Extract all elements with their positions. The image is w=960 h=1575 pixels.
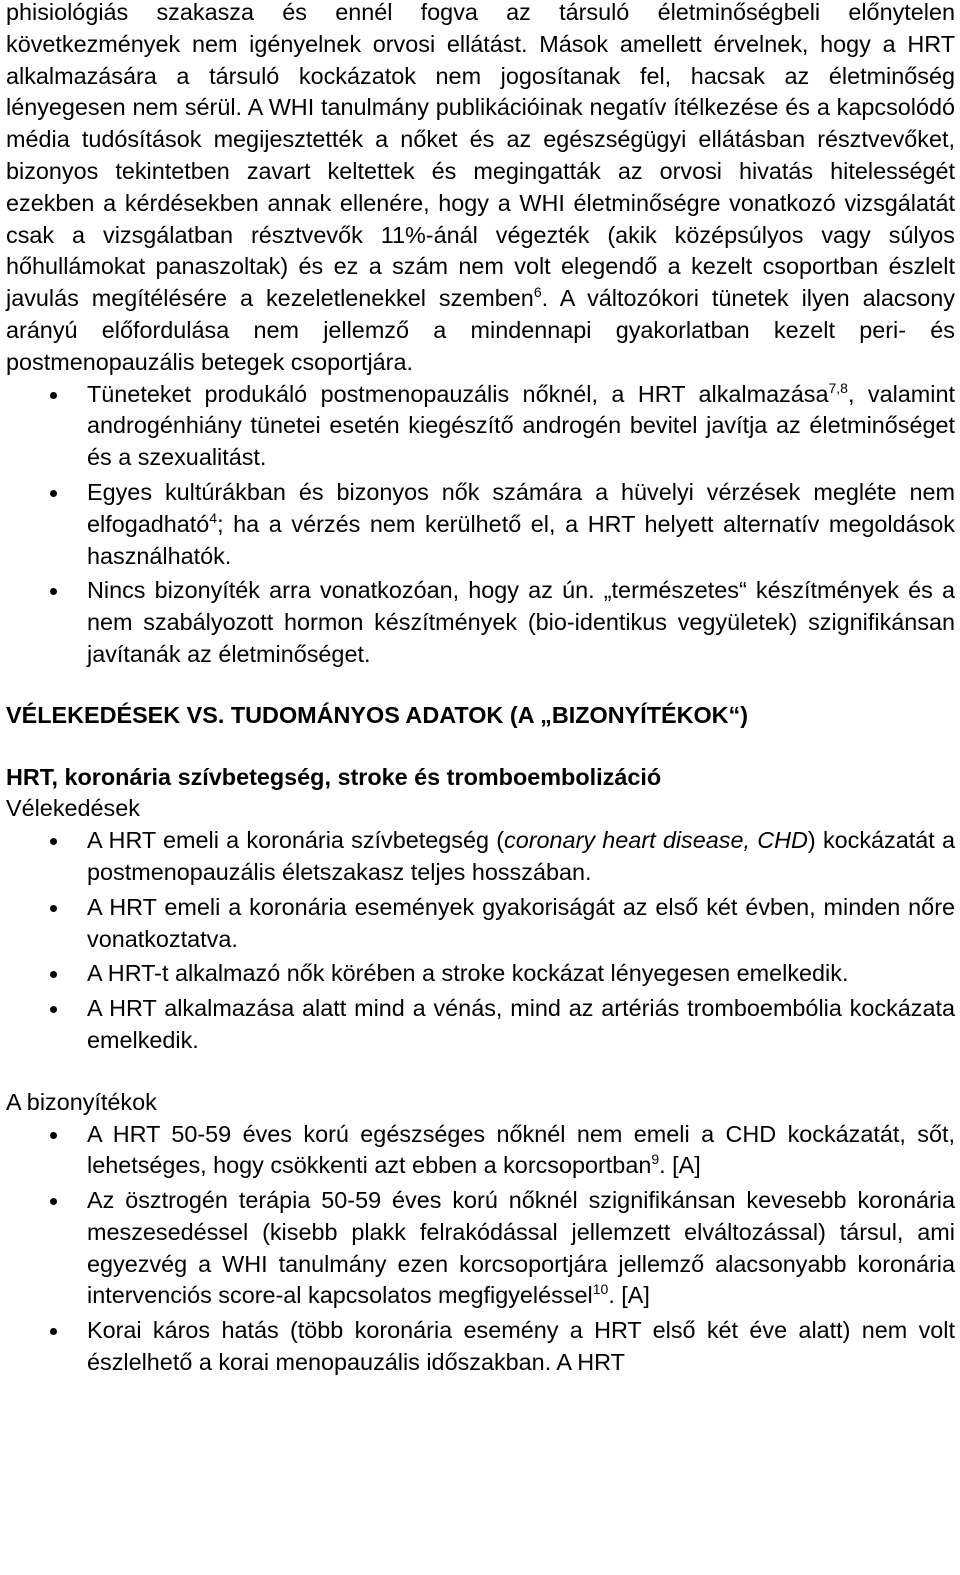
bullet-icon — [50, 971, 57, 978]
intro-paragraph — [6, 0, 955, 379]
list-item: A HRT 50-59 éves korú egészséges nőknél nem emeli a CHD kockázatát, sőt, lehetséges, hogy csökkenti azt ebben a korcsoportban$^9$. [A] — [6, 1119, 955, 1183]
bullet-icon — [50, 1132, 57, 1139]
intro-text: phisiológiás szakasza és ennél fogva az társuló életminőségbeli előnytelen következmények nem igényelnek orvosi ellátást. Mások amellett érvelnek, hogy a HRT alkalmazására a társuló kockázatok nem jogosítanak fel, hacsak az életminőség lényegesen nem sérül. A WHI tanulmány publikációinak negatív ítélkezése és a kapcsolódó média tudósítások megijesztették a nőket és az egészségügyi ellátásban résztvevőket, bizonyos tekintetben zavart keltettek és megingatták az orvosi hivatás hitelességét ezekben a kérdésekben annak ellenére, hogy a WHI életminőségre vonatkozó vizsgálatát csak a vizsgálatban résztvevők 11%-ánál végezték (akik középsúlyos vagy súlyos hőhullámokat panaszoltak) és ez a szám nem volt elegendő a kezelt csoportban észlelt javulás megítélésére a kezeletlenekkel szemben — [6, 0, 955, 312]
intro-text-end: . A változókori tünetek ilyen alacsony arányú előfordulása nem jellemző a mindennapi gyakorlatban kezelt peri- és postmenopauzális betegek csoportjára. — [6, 285, 955, 375]
bullet-icon — [50, 1328, 57, 1335]
evidence-list — [6, 1119, 955, 1379]
opinions-label: Vélekedések — [6, 795, 140, 822]
list-item: A HRT alkalmazása alatt mind a vénás, mind az artériás tromboembólia kockázata emelkedik. — [6, 993, 955, 1057]
footnote-ref: 7,8 — [828, 379, 848, 396]
bullet-icon — [50, 392, 57, 399]
list-item: Nincs bizonyíték arra vonatkozóan, hogy az ún. „természetes“ készítmények és a nem szabályozott hormon készítmények (bio-identikus vegyületek) szignifikánsan javítanák az életminőséget. — [6, 575, 955, 670]
footnote-ref: 10 — [592, 1281, 609, 1298]
bullet-icon — [50, 905, 57, 912]
bullet-icon — [50, 588, 57, 595]
bullet-icon — [50, 1006, 57, 1013]
list-item: Az ösztrogén terápia 50-59 éves korú nőknél szignifikánsan kevesebb koronária meszesedéssel (kisebb plakk felrakódással jellemzett elváltozással) társul, ami egyezvég a WHI tanulmány ezen korcsoportjára jellemző alacsonyabb koronária intervenciós score-al kapcsolatos megfigyeléssel$^{10}$. [A] — [6, 1185, 955, 1312]
bullet-icon — [50, 838, 57, 845]
document-page — [6, 0, 955, 1382]
list-item: Egyes kultúrákban és bizonyos nők számára a hüvelyi vérzések megléte nem elfogadható$^4$; ha a vérzés nem kerülhető el, a HRT helyett alternatív megoldások használhatók. — [6, 477, 955, 572]
list-item: Tüneteket produkáló postmenopauzális nőknél, a HRT alkalmazása$^{7,8}$, valamint androgénhiány tünetei esetén kiegészítő androgén bevitel javítja az életminőséget és a szexualitást. — [6, 379, 955, 474]
list-item: Korai káros hatás (több koronária esemény a HRT első két éve alatt) nem volt észlelhető a korai menopauzális időszakban. A HRT — [6, 1315, 955, 1379]
footnote-ref: 9 — [651, 1151, 660, 1168]
evidence-label: A bizonyítékok — [6, 1088, 157, 1115]
list-item: A HRT emeli a koronária szívbetegség (coronary heart disease, CHD) kockázatát a postmenopauzális életszakasz teljes hosszában. — [6, 825, 955, 889]
opinions-list — [6, 825, 955, 1057]
list-item: A HRT emeli a koronária események gyakoriságát az első két évben, minden nőre vonatkoztatva. — [6, 892, 955, 956]
section-heading: VÉLEKEDÉSEK VS. TUDOMÁNYOS ADATOK (A „BIZONYÍTÉKOK“) — [6, 701, 749, 728]
subsection-heading: HRT, koronária szívbetegség, stroke és tromboembolizáció — [6, 763, 662, 790]
footnote-ref: 6 — [533, 284, 542, 301]
bullet-icon — [50, 1198, 57, 1205]
bullet-icon — [50, 490, 57, 497]
footnote-ref: 4 — [209, 509, 218, 526]
quality-of-life-bullets — [6, 379, 955, 671]
list-item: A HRT-t alkalmazó nők körében a stroke kockázat lényegesen emelkedik. — [6, 958, 955, 990]
